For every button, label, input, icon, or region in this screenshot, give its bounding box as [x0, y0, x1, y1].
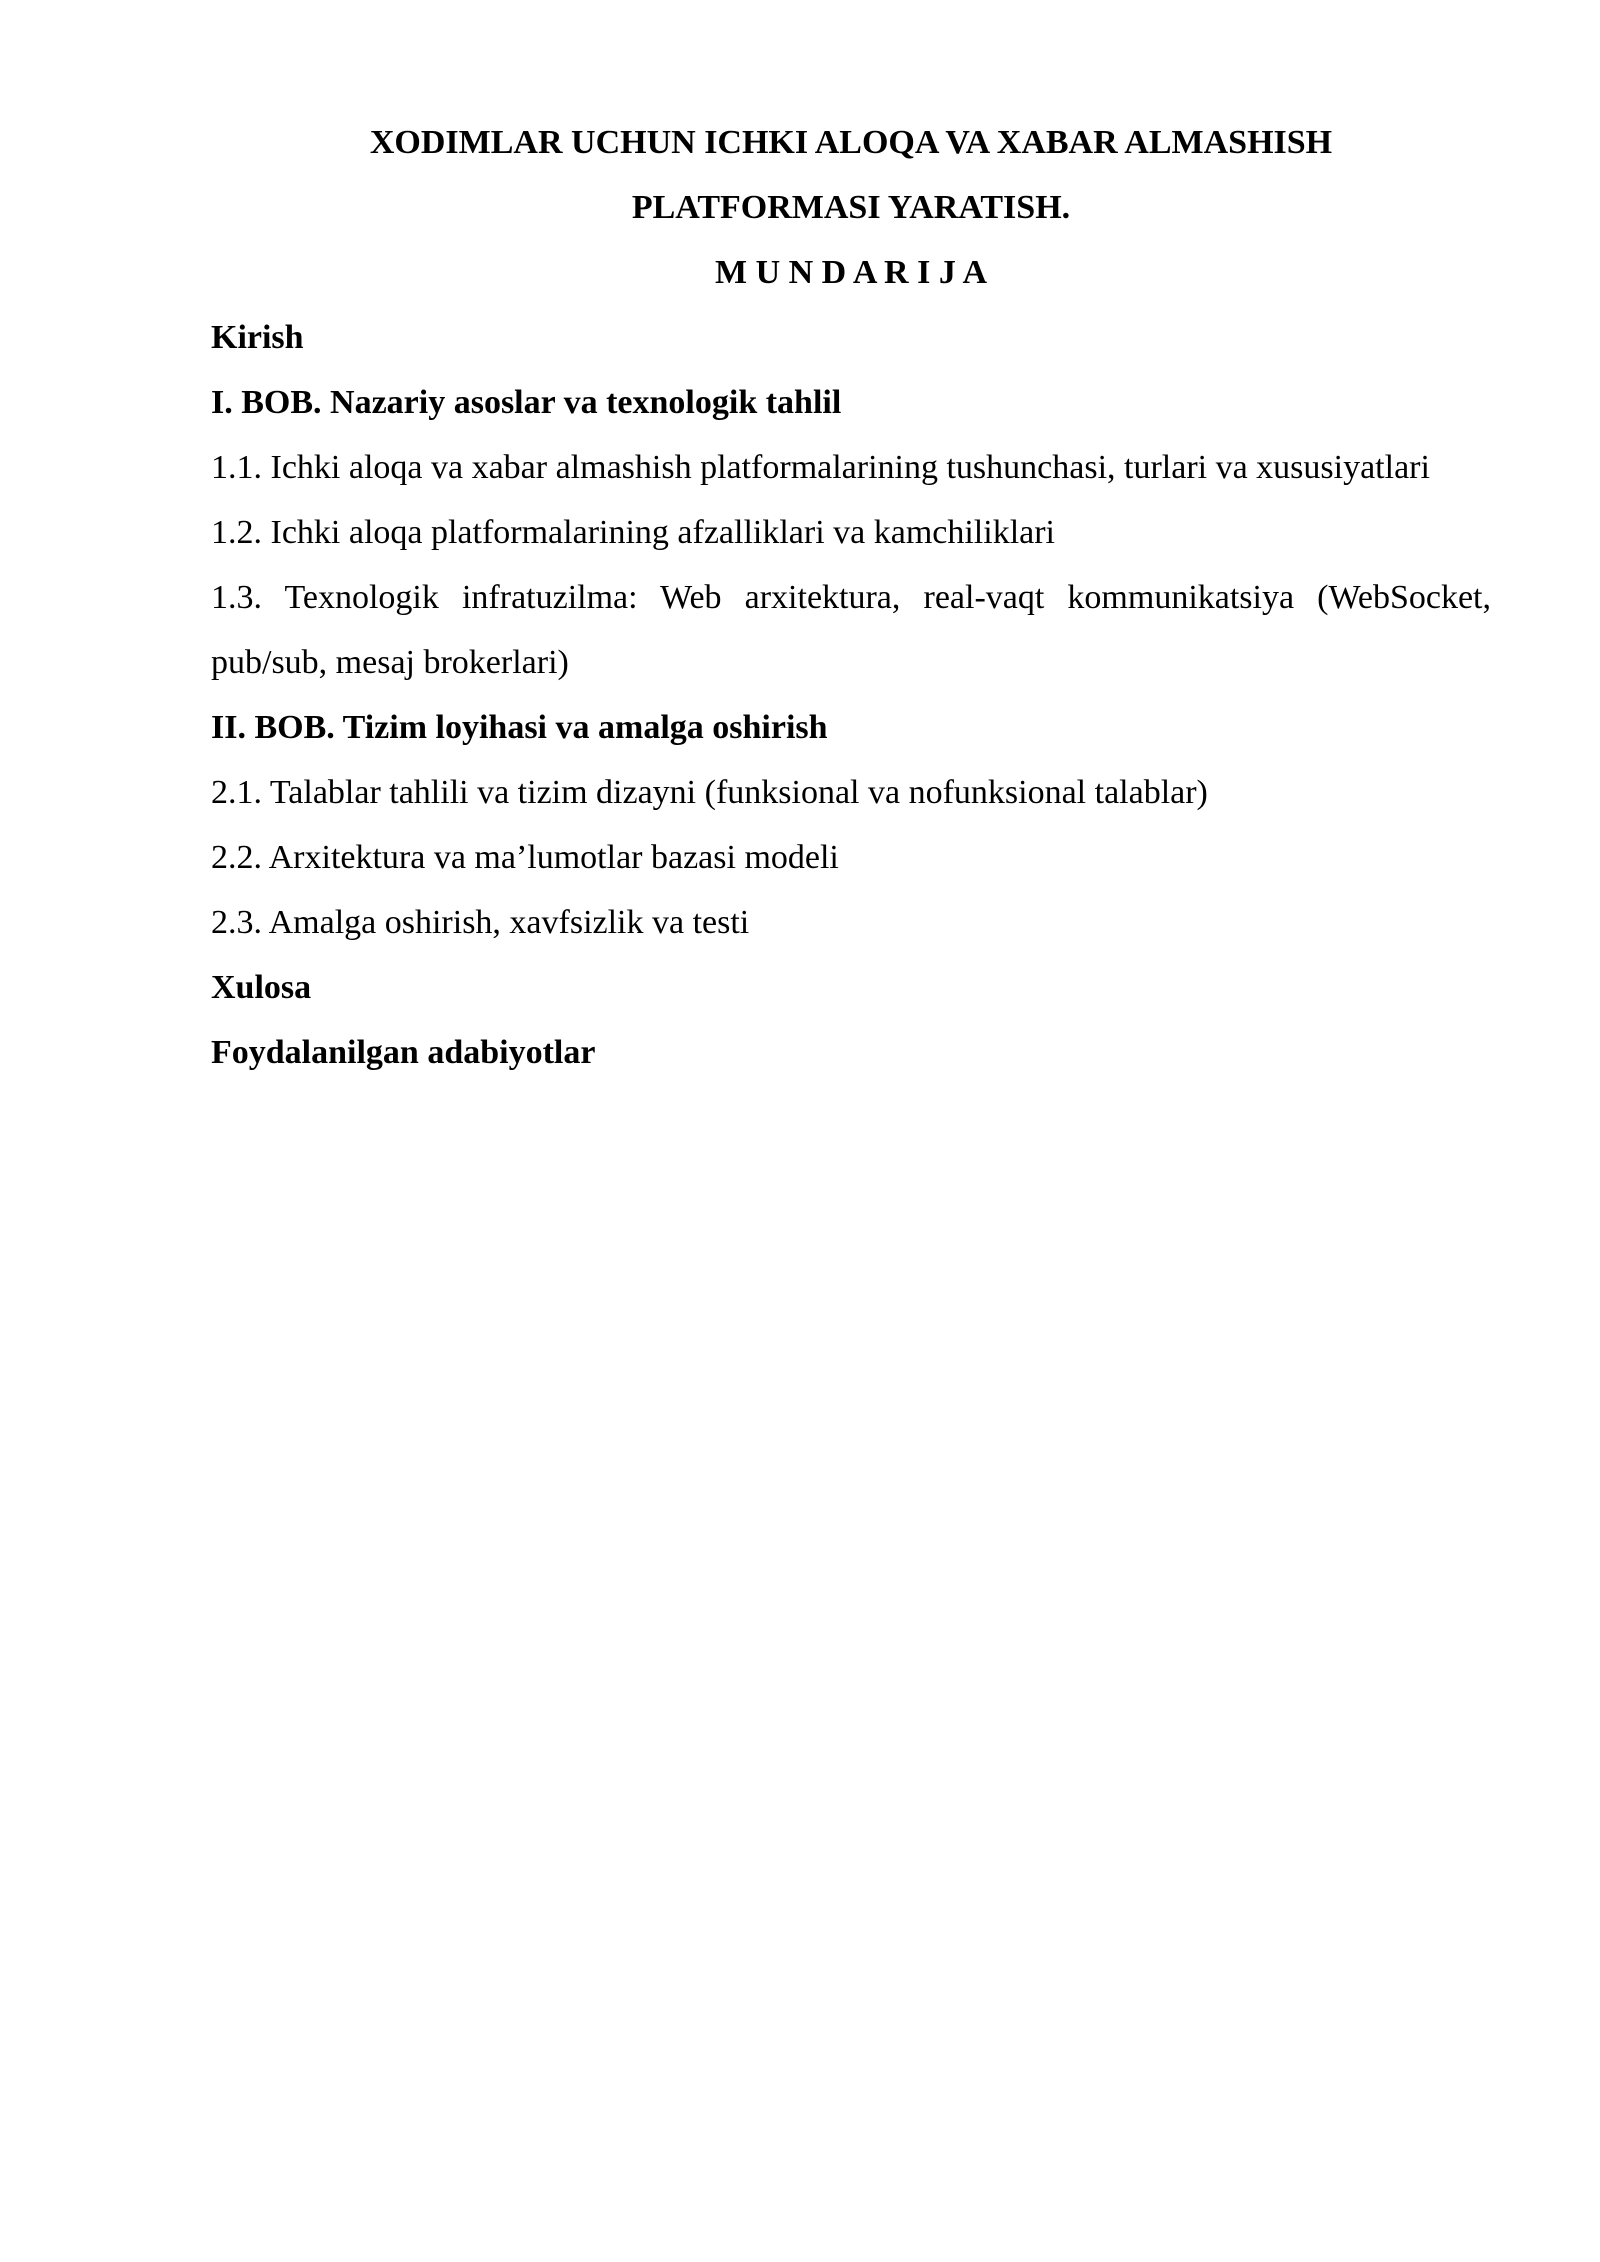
document-content [211, 110, 1491, 1085]
toc-item-1-2: 1.2. Ichki aloqa platformalarining afzalliklari va kamchiliklari [211, 514, 1056, 551]
toc-item-2-1: 2.1. Talablar tahlili va tizim dizayni (funksional va nofunksional talablar) [211, 774, 1208, 811]
toc-item-introduction: Kirish [211, 319, 304, 356]
toc-item-conclusion: Xulosa [211, 969, 312, 1006]
toc-item-2-2: 2.2. Arxitektura va ma’lumotlar bazasi modeli [211, 839, 839, 876]
document-title-line-1: XODIMLAR UCHUN ICHKI ALOQA VA XABAR ALMASHISH [369, 124, 1333, 161]
toc-chapter-1: I. BOB. Nazariy asoslar va texnologik tahlil [211, 384, 842, 421]
toc-heading: M U N D A R I J A [714, 254, 988, 291]
toc-item-1-1: 1.1. Ichki aloqa va xabar almashish platformalarining tushunchasi, turlari va xususiyatlari [211, 449, 1430, 486]
toc-item-1-3: 1.3. Texnologik infratuzilma: Web arxitektura, real-vaqt kommunikatsiya (WebSocket, pub/sub, mesaj brokerlari) [211, 579, 1491, 681]
document-title-line-2: PLATFORMASI YARATISH. [631, 189, 1071, 226]
toc-item-2-3: 2.3. Amalga oshirish, xavfsizlik va testi [211, 904, 750, 941]
toc-chapter-2: II. BOB. Tizim loyihasi va amalga oshirish [211, 709, 828, 746]
toc-item-references: Foydalanilgan adabiyotlar [211, 1034, 596, 1071]
